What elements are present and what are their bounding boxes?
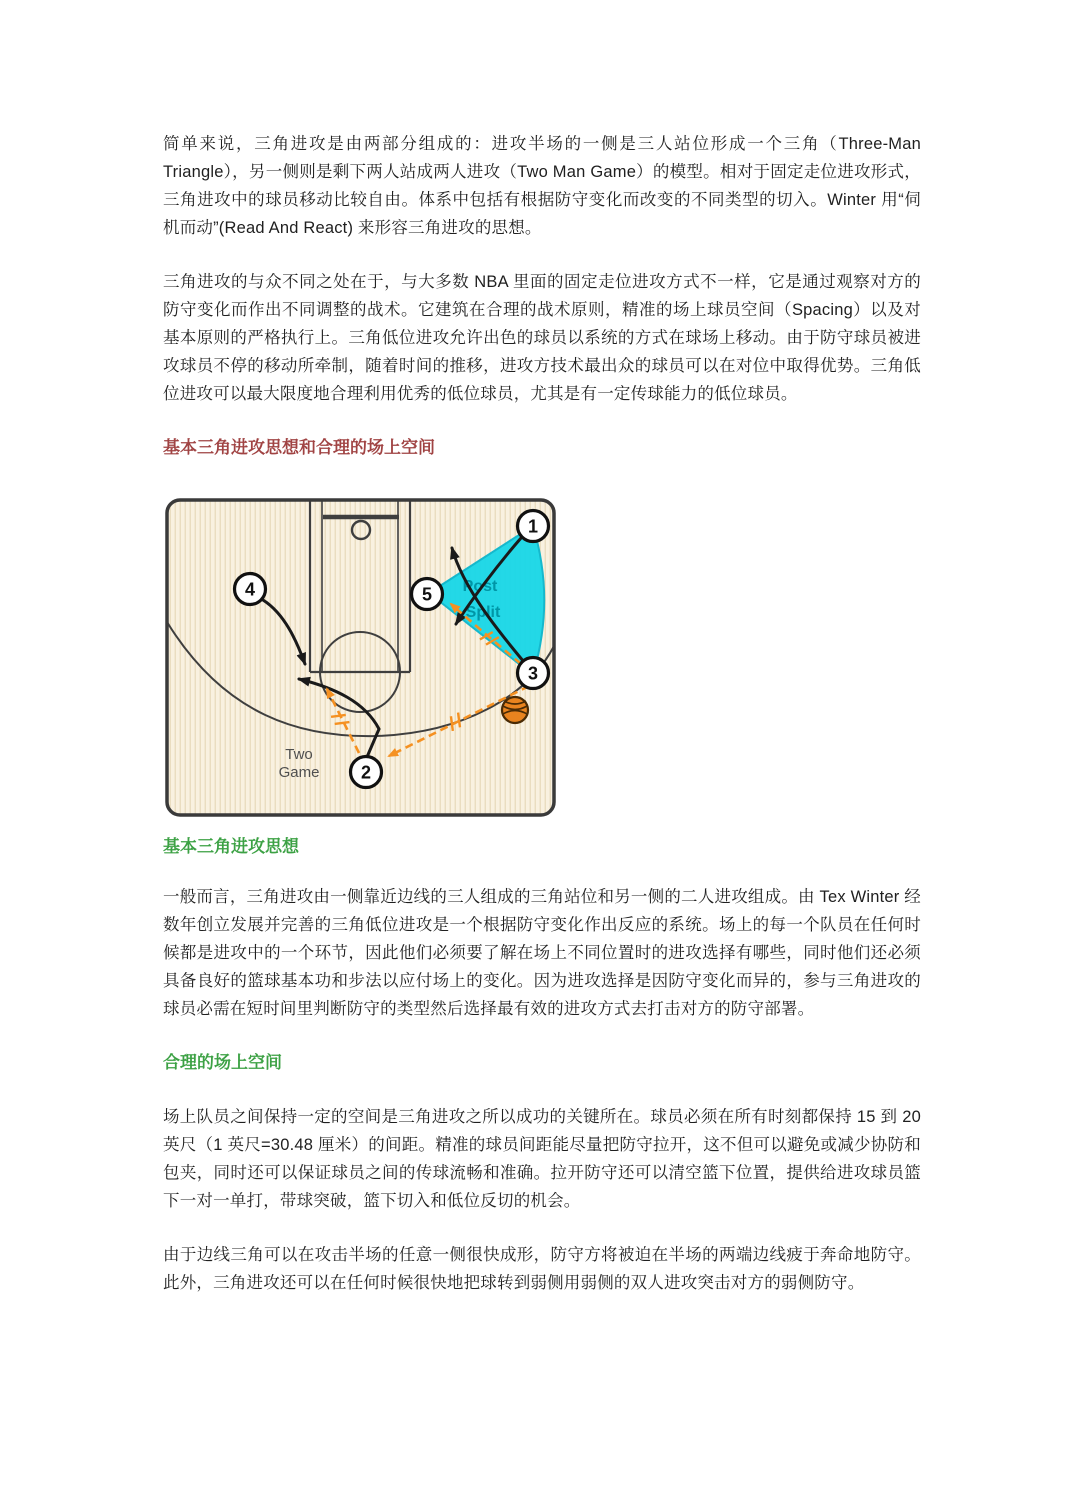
player-2-marker bbox=[351, 757, 382, 788]
player-4-marker bbox=[235, 574, 266, 605]
paragraph-sideline: 由于边线三角可以在攻击半场的任意一侧很快成形，防守方将被迫在半场的两端边线疲于奔命地防守。此外，三角进攻还可以在任何时候很快地把球转到弱侧用弱侧的双人进攻突击对方的弱侧防守。 bbox=[163, 1246, 921, 1292]
two-game-label: Game bbox=[278, 764, 320, 781]
svg-text:4: 4 bbox=[244, 579, 256, 600]
svg-text:5: 5 bbox=[421, 584, 433, 605]
post-split-label: Split bbox=[465, 604, 501, 621]
section-heading-basics: 基本三角进攻思想和合理的场上空间 bbox=[163, 438, 435, 457]
player-3-marker bbox=[518, 658, 549, 689]
paragraph-intro: 简单来说，三角进攻是由两部分组成的：进攻半场的一侧是三人站位形成一个三角（Three-Man Triangle），另一侧则是剩下两人站成两人进攻（Two Man Game）的模型。相对于固定走位进攻形式，三角进攻中的球员移动比较自由。体系中包括有根据防守变化而改变的不同类型的切入。Winter 用“伺机而动”(Read And React) 来形容三角进攻的思想。 bbox=[163, 135, 921, 237]
paragraph-difference: 三角进攻的与众不同之处在于，与大多数 NBA 里面的固定走位进攻方式不一样，它是通过观察对方的防守变化而作出不同调整的战术。它建筑在合理的战术原则，精准的场上球员空间（Spacing）以及对基本原则的严格执行上。三角低位进攻允许出色的球员以系统的方式在球场上移动。由于防守球员被进攻球员不停的移动所牵制，随着时间的推移，进攻方技术最出众的球员可以在对位中取得优势。三角低位进攻可以最大限度地合理利用优秀的低位球员，尤其是有一定传球能力的低位球员。 bbox=[163, 273, 921, 403]
article-content bbox=[163, 0, 921, 1323]
player-1-marker bbox=[518, 511, 549, 542]
svg-text:1: 1 bbox=[527, 516, 539, 537]
svg-text:3: 3 bbox=[527, 663, 539, 684]
player-5-marker bbox=[412, 579, 443, 610]
two-game-label: Two bbox=[285, 746, 313, 763]
paragraph-spacing: 场上队员之间保持一定的空间是三角进攻之所以成功的关键所在。球员必须在所有时刻都保持 15 到 20 英尺（1 英尺=30.48 厘米）的间距。精准的球员间距能尽量把防守拉开，这不但可以避免或减少协防和包夹，同时还可以保证球员之间的传球流畅和准确。拉开防守还可以清空篮下位置，提供给进攻球员篮下一对一单打，带球突破，篮下切入和低位反切的机会。 bbox=[163, 1108, 921, 1210]
post-split-label: Post bbox=[462, 578, 498, 595]
court-diagram-svg bbox=[163, 496, 558, 819]
paragraph-general: 一般而言，三角进攻由一侧靠近边线的三人组成的三角站位和另一侧的二人进攻组成。由 Tex Winter 经数年创立发展并完善的三角低位进攻是一个根据防守变化作出反应的系统。场上的每一个队员在任何时候都是进攻中的一个环节，因此他们必须要了解在场上不同位置时的进攻选择有哪些，同时他们还必须具备良好的篮球基本功和步法以应付场上的变化。因为进攻选择是因防守变化而异的，参与三角进攻的球员必需在短时间里判断防守的类型然后选择最有效的进攻方式去打击对方的防守部署。 bbox=[163, 888, 921, 1018]
diagram-caption: 基本三角进攻思想 bbox=[163, 837, 299, 856]
svg-text:2: 2 bbox=[360, 762, 372, 783]
basketball-icon bbox=[502, 697, 528, 723]
court-diagram bbox=[163, 496, 558, 819]
section-heading-spacing: 合理的场上空间 bbox=[163, 1053, 282, 1072]
